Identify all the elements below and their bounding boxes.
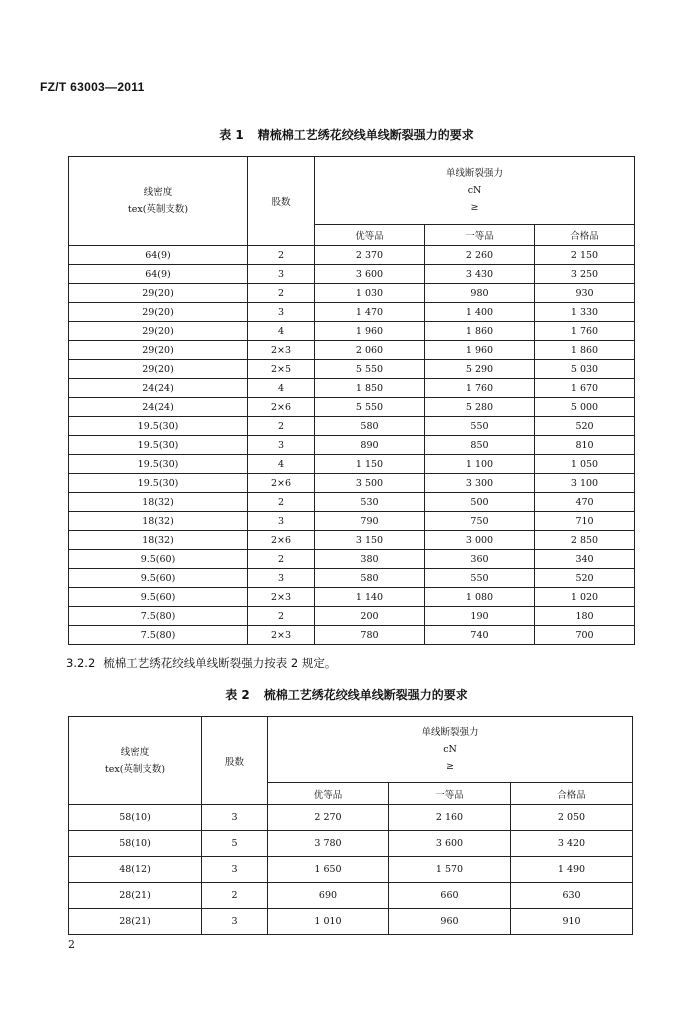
table1-density-cell: 19.5(30)	[69, 436, 248, 455]
table2-premium-value: 1 650	[268, 857, 389, 883]
table1-density-cell: 9.5(60)	[69, 588, 248, 607]
table1-row	[69, 588, 635, 607]
table1-premium-value: 2 370	[315, 246, 425, 265]
table1-premium-value: 3 600	[315, 265, 425, 284]
table2-density-cell: 28(21)	[69, 883, 202, 909]
table1-plies-cell: 3	[248, 436, 315, 455]
table2-header-density-name: 线密度	[120, 746, 150, 758]
table1-first-grade-value: 500	[425, 493, 535, 512]
table1-row	[69, 474, 635, 493]
table1-header-plies: 股数	[248, 157, 315, 246]
table1-first-grade-value: 3 430	[425, 265, 535, 284]
table1-qualified-value: 3 250	[535, 265, 635, 284]
table2-first-grade-value: 1 570	[389, 857, 511, 883]
table1-first-grade-value: 850	[425, 436, 535, 455]
table2-row	[69, 857, 633, 883]
clause-3-2-2	[66, 655, 336, 671]
table1-density-cell: 19.5(30)	[69, 455, 248, 474]
table1-qualified-value: 1 760	[535, 322, 635, 341]
table1-row	[69, 512, 635, 531]
table2-plies-cell: 3	[202, 909, 268, 935]
table1-qualified-value: 710	[535, 512, 635, 531]
table1-qualified-value: 930	[535, 284, 635, 303]
table1-premium-value: 1 470	[315, 303, 425, 322]
table2-premium-value: 690	[268, 883, 389, 909]
table1-premium-value: 5 550	[315, 360, 425, 379]
table1-density-cell: 29(20)	[69, 322, 248, 341]
table1-premium-value: 3 150	[315, 531, 425, 550]
table1-row	[69, 379, 635, 398]
table2-header-strength-symbol: ≥	[446, 761, 454, 772]
table2-first-grade-value: 660	[389, 883, 511, 909]
table1-row	[69, 341, 635, 360]
table1-plies-cell: 2	[248, 550, 315, 569]
table2-first-grade-value: 960	[389, 909, 511, 935]
table1-density-cell: 18(32)	[69, 531, 248, 550]
table1-plies-cell: 2×5	[248, 360, 315, 379]
table2-grade-premium: 优等品	[268, 783, 389, 805]
table1-row	[69, 493, 635, 512]
table1-density-cell: 18(32)	[69, 493, 248, 512]
table1-qualified-value: 2 850	[535, 531, 635, 550]
table1-density-cell: 7.5(80)	[69, 626, 248, 645]
table2-row	[69, 805, 633, 831]
table1-first-grade-value: 1 960	[425, 341, 535, 360]
page-number: 2	[68, 938, 75, 951]
table2-plies-cell: 5	[202, 831, 268, 857]
table1-header-strength-symbol: ≥	[470, 202, 479, 213]
table2-header-plies: 股数	[202, 717, 268, 805]
table2-plies-cell: 3	[202, 805, 268, 831]
table1-density-cell: 19.5(30)	[69, 417, 248, 436]
table2-header-density-unit: tex(英制支数)	[104, 763, 166, 775]
table2-header-strength-name: 单线断裂强力	[421, 727, 479, 738]
table1-first-grade-value: 550	[425, 569, 535, 588]
table1-row	[69, 360, 635, 379]
table1-plies-cell: 4	[248, 322, 315, 341]
table2-first-grade-value: 2 160	[389, 805, 511, 831]
table1-plies-cell: 2	[248, 246, 315, 265]
table1-first-grade-value: 550	[425, 417, 535, 436]
table1-header-density	[69, 157, 248, 246]
table1-caption	[0, 126, 693, 143]
table1-plies-cell: 2×6	[248, 398, 315, 417]
table1-premium-value: 790	[315, 512, 425, 531]
table1-qualified-value: 1 860	[535, 341, 635, 360]
table2-premium-value: 3 780	[268, 831, 389, 857]
table1-qualified-value: 810	[535, 436, 635, 455]
table2-caption-title: 梳棉工艺绣花绞线单线断裂强力的要求	[263, 688, 468, 702]
table1-first-grade-value: 1 080	[425, 588, 535, 607]
table2-qualified-value: 910	[511, 909, 633, 935]
table1-density-cell: 9.5(60)	[69, 550, 248, 569]
table2-header-density	[69, 717, 202, 805]
table1-qualified-value: 520	[535, 569, 635, 588]
table1-density-cell: 29(20)	[69, 303, 248, 322]
table1-qualified-value: 340	[535, 550, 635, 569]
table1-qualified-value: 5 030	[535, 360, 635, 379]
table2-premium-value: 2 270	[268, 805, 389, 831]
table1-plies-cell: 2	[248, 284, 315, 303]
table2-row	[69, 909, 633, 935]
table1-row	[69, 569, 635, 588]
table1-first-grade-value: 1 100	[425, 455, 535, 474]
table1-row	[69, 284, 635, 303]
table1-qualified-value: 520	[535, 417, 635, 436]
table1-row	[69, 531, 635, 550]
table1-row	[69, 455, 635, 474]
table2-qualified-value: 630	[511, 883, 633, 909]
table1-premium-value: 1 850	[315, 379, 425, 398]
table1-row	[69, 607, 635, 626]
table1-header-strength-unit: cN	[467, 185, 482, 196]
table1-density-cell: 24(24)	[69, 379, 248, 398]
table1-plies-cell: 4	[248, 379, 315, 398]
table1-plies-cell: 2	[248, 417, 315, 436]
table1-row	[69, 322, 635, 341]
table1-qualified-value: 5 000	[535, 398, 635, 417]
table1-row	[69, 303, 635, 322]
table1-premium-value: 580	[315, 569, 425, 588]
table1-row	[69, 398, 635, 417]
table1-first-grade-value: 5 280	[425, 398, 535, 417]
table1-row	[69, 246, 635, 265]
table1-plies-cell: 2×6	[248, 474, 315, 493]
table1-first-grade-value: 750	[425, 512, 535, 531]
table1-caption-number: 表 1	[219, 128, 244, 142]
table1-first-grade-value: 980	[425, 284, 535, 303]
table1-premium-value: 5 550	[315, 398, 425, 417]
table1-plies-cell: 3	[248, 303, 315, 322]
table1-header-strength	[315, 157, 635, 225]
table1-premium-value: 1 140	[315, 588, 425, 607]
table2-qualified-value: 2 050	[511, 805, 633, 831]
table2-premium-value: 1 010	[268, 909, 389, 935]
table1-row	[69, 265, 635, 284]
table1-plies-cell: 3	[248, 512, 315, 531]
table1-premium-value: 200	[315, 607, 425, 626]
table1-density-cell: 19.5(30)	[69, 474, 248, 493]
table1-density-cell: 9.5(60)	[69, 569, 248, 588]
table1-qualified-value: 1 020	[535, 588, 635, 607]
table1-first-grade-value: 1 400	[425, 303, 535, 322]
table1-premium-value: 580	[315, 417, 425, 436]
table2-qualified-value: 1 490	[511, 857, 633, 883]
table1-density-cell: 18(32)	[69, 512, 248, 531]
table1-plies-cell: 2×3	[248, 626, 315, 645]
table1-first-grade-value: 190	[425, 607, 535, 626]
table1-grade-qualified: 合格品	[535, 225, 635, 246]
table1-premium-value: 380	[315, 550, 425, 569]
table1-first-grade-value: 1 760	[425, 379, 535, 398]
table1-density-cell: 7.5(80)	[69, 607, 248, 626]
table2-qualified-value: 3 420	[511, 831, 633, 857]
table1	[68, 156, 635, 645]
table1-qualified-value: 470	[535, 493, 635, 512]
table1-row	[69, 436, 635, 455]
table2-caption	[0, 686, 693, 703]
table2-density-cell: 48(12)	[69, 857, 202, 883]
table1-density-cell: 29(20)	[69, 360, 248, 379]
table1-grade-premium: 优等品	[315, 225, 425, 246]
table1-plies-cell: 2×6	[248, 531, 315, 550]
table1-premium-value: 3 500	[315, 474, 425, 493]
table1-qualified-value: 700	[535, 626, 635, 645]
table2-plies-cell: 3	[202, 857, 268, 883]
table1-first-grade-value: 2 260	[425, 246, 535, 265]
table2-row	[69, 831, 633, 857]
table1-premium-value: 2 060	[315, 341, 425, 360]
table1-header-density-name: 线密度	[143, 187, 173, 198]
table1-plies-cell: 2	[248, 607, 315, 626]
table1-header-density-unit: tex(英制支数)	[127, 204, 189, 215]
table1-row	[69, 550, 635, 569]
table2-caption-number: 表 2	[225, 688, 250, 702]
table1-density-cell: 64(9)	[69, 265, 248, 284]
table1-plies-cell: 2×3	[248, 588, 315, 607]
table1-grade-first: 一等品	[425, 225, 535, 246]
table1-first-grade-value: 3 300	[425, 474, 535, 493]
table1-row	[69, 417, 635, 436]
table1-plies-cell: 3	[248, 569, 315, 588]
table2	[68, 716, 633, 935]
table2-density-cell: 28(21)	[69, 909, 202, 935]
table1-plies-cell: 2	[248, 493, 315, 512]
clause-number: 3.2.2	[66, 656, 96, 670]
standard-code: FZ/T 63003—2011	[40, 80, 145, 94]
table1-first-grade-value: 3 000	[425, 531, 535, 550]
table2-plies-cell: 2	[202, 883, 268, 909]
table1-density-cell: 64(9)	[69, 246, 248, 265]
table1-header-strength-name: 单线断裂强力	[446, 168, 504, 179]
table1-premium-value: 890	[315, 436, 425, 455]
table1-qualified-value: 1 670	[535, 379, 635, 398]
table1-first-grade-value: 360	[425, 550, 535, 569]
table1-qualified-value: 180	[535, 607, 635, 626]
table2-density-cell: 58(10)	[69, 831, 202, 857]
table2-grade-qualified: 合格品	[511, 783, 633, 805]
table1-density-cell: 29(20)	[69, 284, 248, 303]
table1-first-grade-value: 740	[425, 626, 535, 645]
table2-header-strength	[268, 717, 633, 783]
table1-plies-cell: 4	[248, 455, 315, 474]
table1-first-grade-value: 5 290	[425, 360, 535, 379]
table1-qualified-value: 2 150	[535, 246, 635, 265]
table1-plies-cell: 2×3	[248, 341, 315, 360]
table1-premium-value: 530	[315, 493, 425, 512]
table1-plies-cell: 3	[248, 265, 315, 284]
table1-premium-value: 1 030	[315, 284, 425, 303]
table1-qualified-value: 1 330	[535, 303, 635, 322]
table1-premium-value: 1 960	[315, 322, 425, 341]
table1-caption-title: 精梳棉工艺绣花绞线单线断裂强力的要求	[257, 128, 474, 142]
table2-density-cell: 58(10)	[69, 805, 202, 831]
clause-text: 梳棉工艺绣花绞线单线断裂强力按表 2 规定。	[103, 656, 337, 670]
table2-first-grade-value: 3 600	[389, 831, 511, 857]
table1-first-grade-value: 1 860	[425, 322, 535, 341]
table1-density-cell: 24(24)	[69, 398, 248, 417]
table2-row	[69, 883, 633, 909]
table1-qualified-value: 3 100	[535, 474, 635, 493]
table2-header-strength-unit: cN	[443, 744, 457, 755]
table1-row	[69, 626, 635, 645]
table1-density-cell: 29(20)	[69, 341, 248, 360]
table2-grade-first: 一等品	[389, 783, 511, 805]
table1-premium-value: 1 150	[315, 455, 425, 474]
table1-qualified-value: 1 050	[535, 455, 635, 474]
table1-premium-value: 780	[315, 626, 425, 645]
